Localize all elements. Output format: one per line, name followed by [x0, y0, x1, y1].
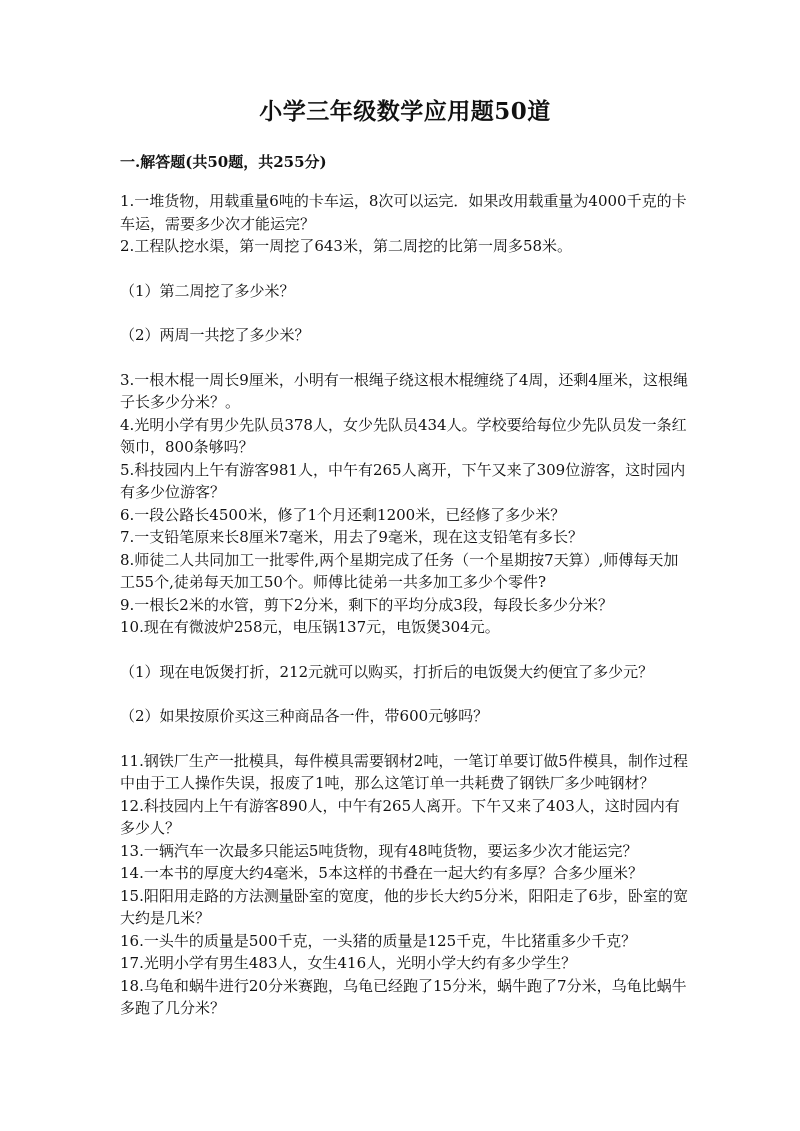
question-15: 15.阳阳用走路的方法测量卧室的宽度，他的步长大约5分米，阳阳走了6步，卧室的宽大约是几米？	[120, 886, 688, 927]
question-17: 17.光明小学有男生483人，女生416人，光明小学大约有多少学生？	[120, 954, 577, 972]
question-list	[120, 190, 690, 1020]
question-10: 10.现在有微波炉258元，电压锅137元，电饭煲304元。	[120, 618, 500, 636]
question-12: 12.科技园内上午有游客890人，中午有265人离开。下午又来了403人，这时园内有多少人？	[120, 796, 680, 837]
page-title: 小学三年级数学应用题50道	[259, 98, 551, 125]
question-7: 7.一支铅笔原来长8厘米7毫米，用去了9毫米，现在这支铅笔有多长？	[120, 528, 583, 546]
question-3: 3.一根木棍一周长9厘米，小明有一根绳子绕这根木棍缠绕了4周，还剩4厘米，这根绳子长多少分米？。	[120, 370, 688, 411]
question-11: 11.钢铁厂生产一批模具，每件模具需要钢材2吨，一笔订单要订做5件模具，制作过程中由于工人操作失误，报废了1吨，那么这笔订单一共耗费了钢铁厂多少吨钢材？	[120, 751, 688, 792]
question-5: 5.科技园内上午有游客981人，中午有265人离开，下午又来了309位游客，这时园内有多少位游客？	[120, 460, 686, 501]
question-16: 16.一头牛的质量是500千克，一头猪的质量是125千克，牛比猪重多少千克？	[120, 931, 637, 950]
section-heading: 一.解答题(共50题，共255分)	[120, 153, 327, 171]
question-10-sub-1: （1）现在电饭煲打折，212元就可以购买，打折后的电饭煲大约便宜了多少元？	[120, 662, 654, 681]
question-8: 8.师徒二人共同加工一批零件,两个星期完成了任务（一个星期按7天算）,师傅每天加工55个,徒弟每天加工50个。师傅比徒弟一共多加工多少个零件?	[120, 550, 679, 591]
question-6: 6.一段公路长4500米，修了1个月还剩1200米，已经修了多少米？	[120, 505, 566, 524]
question-2-sub-1: （1）第二周挖了多少米？	[120, 281, 295, 300]
question-10-sub-2: （2）如果按原价买这三种商品各一件，带600元够吗？	[120, 707, 489, 725]
question-2: 2.工程队挖水渠，第一周挖了643米，第二周挖的比第一周多58米。	[120, 237, 573, 255]
question-14: 14.一本书的厚度大约4毫米，5本这样的书叠在一起大约有多厚？合多少厘米？	[120, 864, 643, 882]
question-4: 4.光明小学有男少先队员378人，女少先队员434人。学校要给每位少先队员发一条红领巾，800条够吗？	[120, 415, 687, 456]
question-18: 18.乌龟和蜗牛进行20分米赛跑，乌龟已经跑了15分米，蜗牛跑了7分米，乌龟比蜗牛多跑了几分米？	[120, 976, 687, 1017]
question-1: 1.一堆货物，用载重量6吨的卡车运，8次可以运完．如果改用载重量为4000千克的卡车运，需要多少次才能运完？	[120, 192, 687, 233]
question-13: 13.一辆汽车一次最多只能运5吨货物，现有48吨货物，要运多少次才能运完？	[120, 841, 638, 860]
question-9: 9.一根长2米的水管，剪下2分米，剩下的平均分成3段，每段长多少分米？	[120, 595, 613, 614]
question-2-sub-2: （2）两周一共挖了多少米？	[120, 326, 310, 344]
